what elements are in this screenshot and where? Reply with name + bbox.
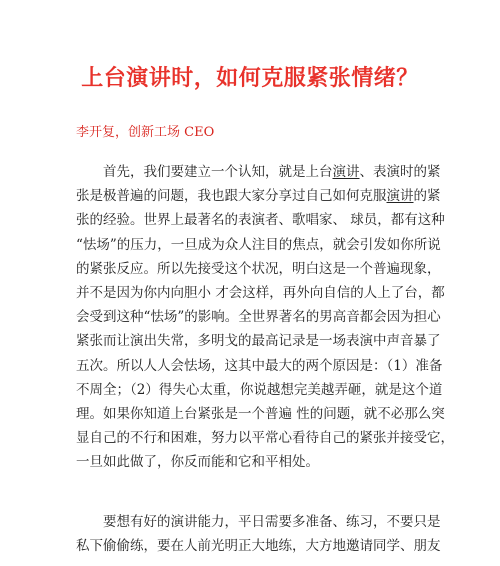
text-line	[76, 233, 441, 257]
text-line	[76, 354, 443, 378]
text-line	[76, 208, 445, 232]
text-line	[76, 426, 454, 450]
paragraph-1	[76, 160, 454, 474]
text-span: 张是极普遍的问题，我也跟大家分享过自己如何克服	[76, 188, 387, 205]
text-span: 、表演时的紧	[359, 164, 441, 180]
underlined-keyword[interactable]: 演讲	[386, 188, 414, 205]
underlined-keyword[interactable]: 演讲	[332, 164, 360, 180]
text-span: 张的经验。世界上最著名的表演者、歌唱家、 球员，都有这种	[76, 212, 445, 229]
author-line: 李开复，创新工场 CEO	[76, 125, 215, 140]
text-span: 会受到这种“怯场”的影响。全世界著名的男高音都会因为担心	[76, 309, 441, 326]
text-line	[76, 450, 428, 474]
text-span: 不周全；（2）得失心太重，你说越想完美越弄砸，就是这个道	[76, 381, 443, 398]
text-line	[76, 160, 441, 184]
text-span: “怯场”的压力，一旦成为众人注目的焦点，就会引发如你所说	[76, 236, 441, 253]
text-span: 私下偷偷练，要在人前光明正大地练，大方地邀请同学、朋友	[76, 538, 441, 555]
text-line	[76, 305, 441, 329]
text-span: 理。如果你知道上台紧张是一个普遍 性的问题，就不必那么突	[76, 405, 445, 422]
text-span: 并不是因为你内向胆小 才会这样，再外向自信的人上了台，都	[76, 284, 445, 301]
text-line	[76, 378, 443, 402]
text-line	[76, 402, 445, 426]
text-line	[76, 281, 445, 305]
text-line	[76, 510, 441, 534]
text-span: 首先，我们要建立一个认知，就是上台	[76, 164, 333, 180]
document-title: 上台演讲时，如何克服紧张情绪？	[81, 66, 419, 91]
text-span: 的紧张反应。所以先接受这个状况，明白这是一个普遍现象，	[76, 260, 441, 277]
text-line	[76, 184, 441, 208]
text-span: 紧张而让演出失常，多明戈的最高记录是一场表演中声音暴了	[76, 333, 441, 350]
text-span: 要想有好的演讲能力，平日需要多准备、练习，不要只是	[76, 514, 441, 530]
text-span: 的紧	[413, 188, 441, 205]
text-line	[76, 257, 441, 281]
text-span: 显自己的不行和困难，努力以平常心看待自己的紧张并接受它，	[76, 430, 454, 447]
text-line	[76, 534, 441, 558]
text-line	[76, 329, 441, 353]
text-span: 一旦如此做了，你反而能和它和平相处。	[76, 454, 319, 471]
paragraph-2	[76, 510, 441, 558]
text-span: 五次。所以人人会怯场，这其中最大的两个原因是：（1）准备	[76, 357, 443, 374]
